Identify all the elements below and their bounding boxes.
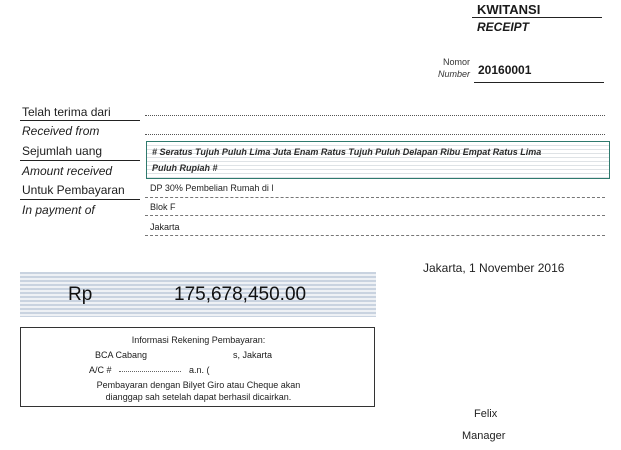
amount-label: Sejumlah uang [22, 144, 103, 158]
payment-line-3-rule [145, 235, 605, 236]
amount-in-words-box [146, 141, 610, 179]
bank-info-heading: Informasi Rekening Pembayaran: [131, 335, 266, 345]
total-amount: 175,678,450.00 [174, 284, 307, 305]
amount-rule [20, 160, 140, 161]
account-name: a.n. ( [189, 365, 210, 375]
received-from-rule [20, 120, 140, 121]
received-from-line [145, 115, 605, 116]
place-date: Jakarta, 1 November 2016 [423, 261, 565, 275]
amount-in-words-line-2: Puluh Rupiah # [152, 163, 218, 173]
receipt-title-en: RECEIPT [477, 20, 530, 34]
received-from-line-2 [145, 134, 605, 135]
received-from-label-en: Received from [22, 124, 100, 138]
signer-name: Felix [474, 408, 498, 420]
payment-line-1: DP 30% Pembelian Rumah di l [150, 183, 274, 193]
payment-line-3: Jakarta [150, 222, 180, 232]
total-amount-box [20, 272, 376, 317]
payment-note-line-1: Pembayaran dengan Bilyet Giro atau Cheque akan [96, 380, 301, 390]
payment-label: Untuk Pembayaran [22, 183, 125, 197]
bank-branch-suffix: s, Jakarta [233, 350, 273, 360]
account-number-blank [119, 371, 181, 372]
payment-line-2-rule [145, 215, 605, 216]
title-rule [472, 17, 602, 18]
signer-title: Manager [462, 430, 506, 442]
account-number-prefix: A/C # [89, 365, 112, 375]
amount-in-words-line-1: # Seratus Tujuh Puluh Lima Juta Enam Ratus Tujuh Puluh Delapan Ribu Empat Ratus Lima [152, 147, 542, 157]
receipt-title: KWITANSI [477, 2, 541, 17]
bank-branch-prefix: BCA Cabang [95, 350, 148, 360]
number-label: Number [437, 69, 470, 79]
receipt-number: 20160001 [478, 63, 532, 77]
payment-note-line-2: dianggap sah setelah dapat berhasil dicairkan. [105, 392, 292, 402]
payment-line-2: Blok F [150, 202, 176, 212]
received-from-label: Telah terima dari [22, 105, 111, 119]
payment-line-1-rule [145, 197, 605, 198]
amount-label-en: Amount received [22, 164, 113, 178]
bank-info-box [20, 327, 375, 407]
currency-label: Rp [68, 284, 93, 305]
nomor-label: Nomor [442, 57, 470, 67]
payment-label-en: In payment of [22, 203, 95, 217]
payment-rule [20, 199, 140, 200]
number-rule [474, 82, 604, 83]
